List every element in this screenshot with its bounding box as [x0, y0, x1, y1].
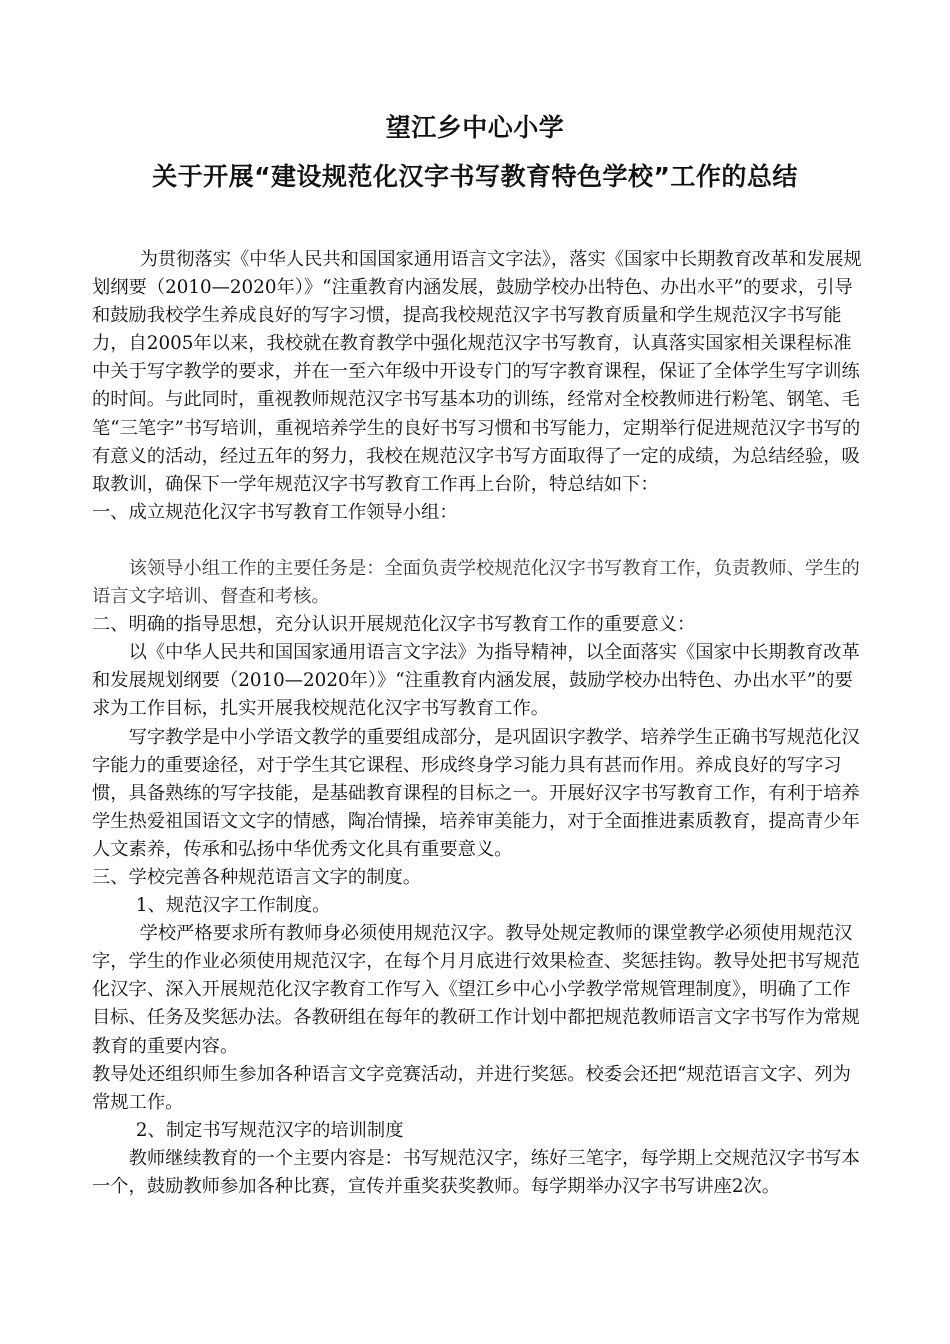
section-2-paragraph-1: 以《中华人民共和国国家通用语言文字法》为指导精神，以全面落实《国家中长期教育改革和发展规划纲要（2010—2020年）》“注重教育内涵发展，鼓励学校办出特色、办出水平”的要求为工作目标，扎实开展我校规范化汉字书写教育工作。 — [92, 642, 860, 720]
section-3-paragraph-1: 学校严格要求所有教师身必须使用规范汉字。教导处规定教师的课堂教学必须使用规范汉字，学生的作业必须使用规范汉字，在每个月月底进行效果检查、奖惩挂钩。教导处把书写规范化汉字、深入开展规范化汉字教育工作写入《望江乡中心小学教学常规管理制度》，明确了工作目标、任务及奖惩办法。各教研组在每年的教研工作计划中都把规范教师语言文字书写作为常规教育的重要内容。 — [92, 923, 860, 1057]
document-title-subject: 关于开展“建设规范化汉字书写教育特色学校”工作的总结 — [152, 162, 798, 191]
section-1-heading: 一、成立规范化汉字书写教育工作领导小组： — [92, 501, 458, 523]
section-3-subheading-1: 1、规范汉字工作制度。 — [135, 895, 331, 917]
section-3-heading: 三、学校完善各种规范语言文字的制度。 — [92, 866, 422, 888]
section-2-paragraph-2: 写字教学是中小学语文教学的重要组成部分，是巩固识字教学、培养学生正确书写规范化汉字能力的重要途径，对于学生其它课程、形成终身学习能力具有甚而作用。养成良好的写字习惯，具备熟练的写字技能，是基础教育课程的目标之一。开展好汉字书写教育工作，有利于培养学生热爱祖国语文文字的情感，陶冶情操，培养审美能力，对于全面推进素质教育，提高青少年人文素养，传承和弘扬中华优秀文化具有重要意义。 — [92, 726, 860, 860]
document-body — [92, 246, 864, 1201]
section-3-paragraph-2: 教师继续教育的一个主要内容是：书写规范汉字，练好三笔字，每学期上交规范汉字书写本一个，鼓励教师参加各种比赛，宣传并重奖获奖教师。每学期举办汉字书写讲座2次。 — [92, 1147, 860, 1197]
section-1-paragraph: 该领导小组工作的主要任务是：全面负责学校规范化汉字书写教育工作，负责教师、学生的语言文字培训、督查和考核。 — [92, 557, 860, 608]
intro-paragraph: 为贯彻落实《中华人民共和国国家通用语言文字法》，落实《国家中长期教育改革和发展规划纲要（2010—2020年）》“注重教育内涵发展，鼓励学校办出特色、办出水平”的要求，引导和鼓励我校学生养成良好的写字习惯，提高我校规范汉字书写教育质量和学生规范汉字书写能力，自2005年以来，我校就在教育教学中强化规范汉字书写教育，认真落实国家相关课程标准中关于写字教学的要求，并在一至六年级中开设专门的写字教育课程，保证了全体学生写字训练的时间。与此同时，重视教师规范汉字书写基本功的训练，经常对全校教师进行粉笔、钢笔、毛笔“三笔字”书写培训，重视培养学生的良好书写习惯和书写能力，定期举行促进规范汉字书写的有意义的活动，经过五年的努力，我校在规范汉字书写方面取得了一定的成绩，为总结经验，吸取教训，确保下一学年规范汉字书写教育工作再上台阶，特总结如下： — [92, 249, 862, 495]
blank-line — [92, 527, 864, 555]
section-2-heading: 二、明确的指导思想，充分认识开展规范化汉字书写教育工作的重要意义： — [92, 614, 696, 636]
document-title-school: 望江乡中心小学 — [385, 113, 565, 142]
section-3-subheading-2: 2、制定书写规范汉字的培训制度 — [135, 1119, 404, 1141]
section-3-paragraph-1b: 教导处还组织师生参加各种语言文字竞赛活动，并进行奖惩。校委会还把“规范语言文字、列为常规工作。 — [92, 1063, 851, 1113]
